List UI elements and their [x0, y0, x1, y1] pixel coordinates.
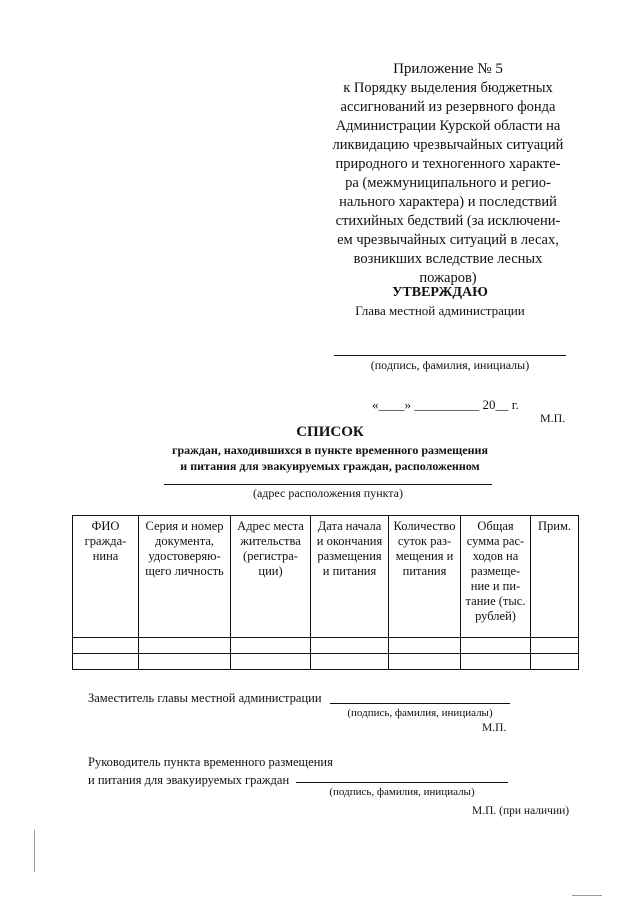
deputy-signature-caption: (подпись, фамилия, инициалы): [347, 707, 493, 719]
column-header-document: Серия и номер документа, удостоверяю- щего личность: [139, 516, 231, 638]
table-cell: [231, 654, 311, 670]
list-subtitle: [100, 442, 560, 474]
table-row: [73, 638, 579, 654]
table-cell: [311, 654, 389, 670]
table-cell: [231, 638, 311, 654]
table-cell: [311, 638, 389, 654]
column-header-note: Прим.: [531, 516, 579, 638]
column-header-dates: Дата начала и окончания размещения и питания: [311, 516, 389, 638]
column-header-fio: ФИО граждa- нина: [73, 516, 139, 638]
table-cell: [531, 654, 579, 670]
appendix-line: Администрации Курской области на: [335, 118, 561, 134]
appendix-line: ра (межмуниципального и регио-: [345, 175, 551, 191]
deputy-stamp: М.П.: [482, 722, 507, 734]
list-subtitle-line: граждан, находившихся в пункте временного размещения: [172, 443, 488, 457]
appendix-line: стихийных бедствий (за исключени-: [335, 213, 561, 229]
approval-stamp: М.П.: [540, 411, 566, 425]
appendix-line: возникших вследствие лесных: [353, 251, 543, 267]
head-point-line: Руководитель пункта временного размещения: [88, 755, 333, 769]
head-point-stamp: М.П. (при наличии): [472, 805, 570, 817]
deputy-label: Заместитель главы местной администрации: [88, 691, 322, 705]
residents-table: [72, 515, 579, 670]
scan-bottom-mark: [572, 895, 602, 896]
approval-date-line: «____» __________ 20__ г.: [372, 397, 519, 412]
column-header-address: Адрес места жительства (регистра- ции): [231, 516, 311, 638]
table-cell: [139, 638, 231, 654]
approval-subtitle: Глава местной администрации: [355, 303, 525, 318]
column-header-total: Общая сумма рас- ходов на размеще- ние и пи- тание (тыс. рублей): [461, 516, 531, 638]
appendix-line: ем чрезвычайных ситуаций в лесах,: [337, 232, 559, 248]
list-title: СПИСОК: [296, 424, 364, 440]
approval-block: [340, 284, 540, 320]
table-row: [73, 654, 579, 670]
appendix-line: нального характера) и последствий: [339, 194, 557, 210]
column-header-days: Количество суток раз- мещения и питания: [389, 516, 461, 638]
address-caption: (адрес расположения пункта): [252, 486, 404, 500]
appendix-line: ассигнований из резервного фонда: [340, 99, 556, 115]
table-header-row: [73, 516, 579, 638]
head-point-line: и питания для эвакуируемых граждан: [88, 773, 290, 787]
list-subtitle-line: и питания для эвакуируемых граждан, расположенном: [180, 459, 480, 473]
table-cell: [73, 638, 139, 654]
address-line: [164, 484, 492, 485]
head-point-signature-line: [296, 782, 508, 783]
deputy-signature-line: [330, 703, 510, 704]
head-point-signature-caption: (подпись, фамилия, инициалы): [329, 786, 475, 798]
appendix-line: природного и техногенного характе-: [335, 156, 561, 172]
approval-signature-line: [334, 355, 566, 356]
approval-title: УТВЕРЖДАЮ: [392, 285, 488, 300]
head-point-label: [88, 753, 333, 789]
table-cell: [389, 638, 461, 654]
appendix-block: [322, 60, 574, 288]
appendix-line: к Порядку выделения бюджетных: [343, 80, 553, 96]
table-cell: [139, 654, 231, 670]
appendix-line: ликвидацию чрезвычайных ситуаций: [332, 137, 564, 153]
table-cell: [531, 638, 579, 654]
table-cell: [73, 654, 139, 670]
appendix-line: пожаров): [419, 270, 477, 286]
table-cell: [461, 654, 531, 670]
scan-margin-mark: [34, 830, 35, 872]
approval-signature-caption: (подпись, фамилия, инициалы): [370, 358, 530, 372]
table-cell: [389, 654, 461, 670]
table-cell: [461, 638, 531, 654]
appendix-title: Приложение № 5: [393, 61, 503, 77]
